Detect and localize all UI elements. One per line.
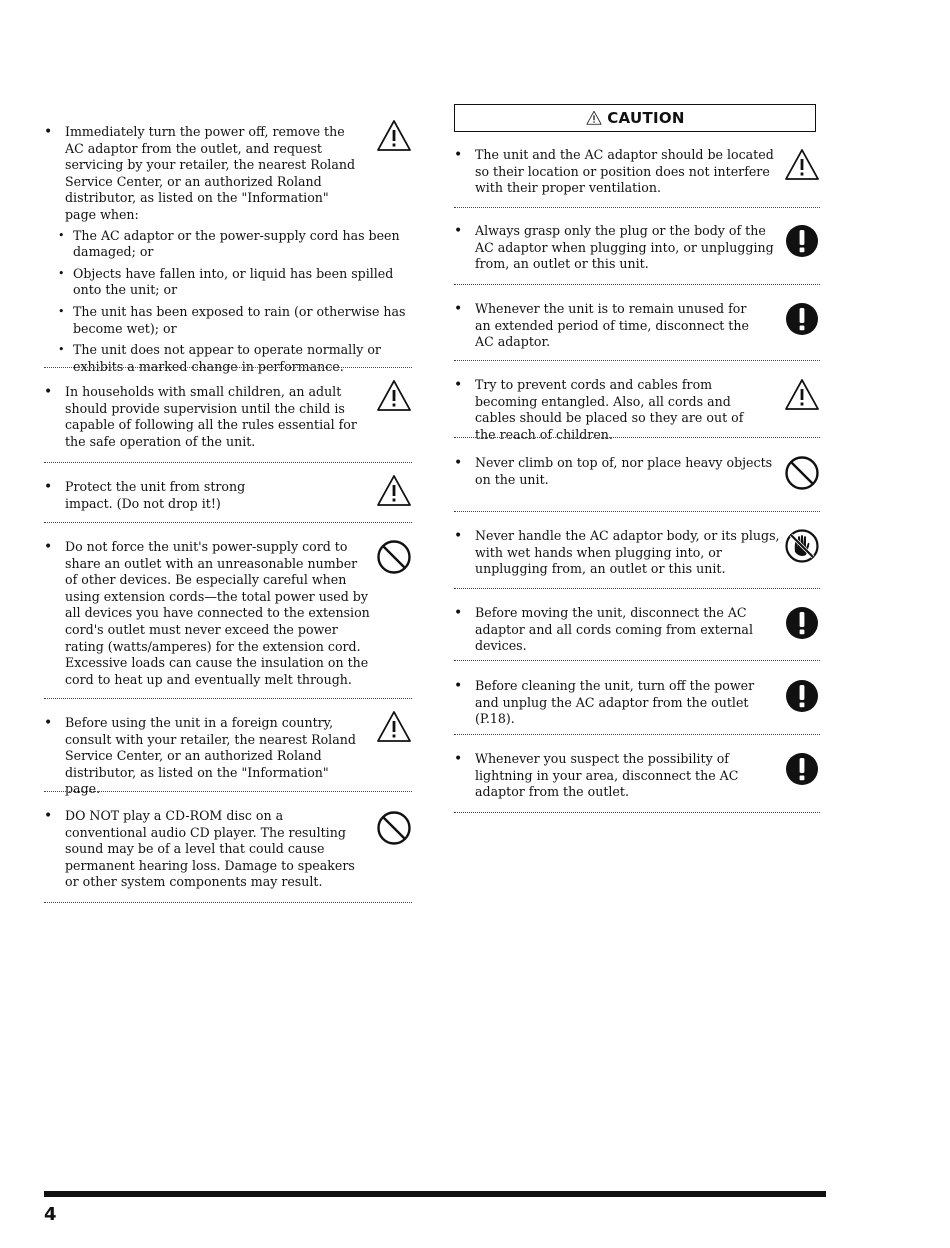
item-text: Whenever you suspect the possibility of lightning in your area, disconnect the AC adaptor from the outlet.: [475, 751, 739, 800]
sub-bullet: •: [58, 228, 65, 242]
item-text: Before using the unit in a foreign country, consult with your retailer, the nearest Roland Service Center, or an authorized Roland distributor, as listed on the "Information" page.: [65, 715, 356, 797]
bullet: •: [44, 808, 53, 824]
item-text: The unit and the AC adaptor should be located so their location or position does not interfere with their proper ventilation.: [475, 147, 774, 196]
safety-item: [454, 605, 820, 655]
warning-icon: [585, 110, 603, 126]
safety-item: [454, 223, 820, 273]
item-text: In households with small children, an adult should provide supervision until the child is capable of following all the rules essential for the safe operation of the unit.: [65, 384, 357, 449]
safety-item: [44, 539, 412, 688]
bullet: •: [454, 528, 463, 544]
prohibited-icon: [376, 810, 412, 846]
warning-icon: [376, 473, 412, 509]
sub-list-item: [58, 342, 412, 375]
dotted-divider: [454, 511, 820, 512]
mandatory-icon: [784, 605, 820, 641]
dotted-divider: [454, 284, 820, 285]
bullet: •: [454, 678, 463, 694]
sub-item-text: Objects have fallen into, or liquid has been spilled onto the unit; or: [73, 265, 394, 298]
sub-bullet: •: [58, 343, 65, 357]
item-text: Before cleaning the unit, turn off the power and unplug the AC adaptor from the outlet (P.18).: [475, 678, 755, 727]
bullet: •: [44, 715, 53, 731]
caution-label: CAUTION: [607, 109, 685, 127]
bullet: •: [44, 384, 53, 400]
safety-item: [454, 528, 820, 578]
safety-item: [44, 384, 412, 450]
sub-bullet: •: [58, 266, 65, 280]
bullet: •: [454, 751, 463, 767]
dotted-divider: [44, 522, 412, 523]
safety-item: [454, 301, 820, 351]
bullet: •: [454, 455, 463, 471]
sub-item-text: The unit does not appear to operate normally or exhibits a marked change in performance.: [73, 342, 381, 374]
bullet: •: [454, 377, 463, 393]
bullet: •: [44, 124, 53, 140]
sub-item-text: The AC adaptor or the power-supply cord has been damaged; or: [73, 227, 400, 260]
sub-item-text: The unit has been exposed to rain (or otherwise has become wet); or: [73, 303, 406, 336]
sub-list-item: [58, 228, 412, 261]
item-text: DO NOT play a CD-ROM disc on a conventional audio CD player. The resulting sound may be of a level that could cause permanent hearing loss. Damage to speakers or other system components may result.: [65, 808, 355, 890]
mandatory-icon: [784, 751, 820, 787]
dotted-divider: [454, 437, 820, 438]
bullet: •: [454, 147, 463, 163]
sub-bullet: •: [58, 304, 65, 318]
no-wet-hands-icon: [784, 528, 820, 564]
prohibited-icon: [784, 455, 820, 491]
dotted-divider: [44, 462, 412, 463]
dotted-divider: [44, 698, 412, 699]
warning-icon: [784, 147, 820, 183]
safety-item: [454, 147, 820, 197]
sub-list-item: [58, 304, 412, 337]
safety-item: [454, 377, 820, 443]
safety-item: [44, 715, 412, 798]
sub-list-item: [58, 266, 412, 299]
warning-icon: [376, 378, 412, 414]
safety-item: [454, 678, 820, 728]
dotted-divider: [44, 367, 412, 368]
bullet: •: [454, 223, 463, 239]
mandatory-icon: [784, 301, 820, 337]
sub-list: [58, 228, 412, 376]
item-text: Always grasp only the plug or the body of the AC adaptor when plugging into, or unplugging from, an outlet or this unit.: [475, 223, 774, 272]
item-text: Immediately turn the power off, remove the AC adaptor from the outlet, and request servicing by your retailer, the nearest Roland Service Center, or an authorized Roland distributor, as listed on the "Information" page when:: [65, 124, 356, 222]
caution-header: [454, 104, 816, 132]
dotted-divider: [44, 902, 412, 903]
item-text: Whenever the unit is to remain unused for an extended period of time, disconnect the AC adaptor.: [475, 301, 749, 350]
dotted-divider: [454, 360, 820, 361]
item-text: Never handle the AC adaptor body, or its plugs, with wet hands when plugging into, or unplugging from, an outlet or this unit.: [475, 528, 780, 577]
safety-item: [454, 751, 820, 801]
footer-rule: [44, 1191, 826, 1197]
dotted-divider: [454, 660, 820, 661]
bullet: •: [454, 301, 463, 317]
item-text: Protect the unit from strong impact. (Do not drop it!): [65, 479, 246, 511]
warning-icon: [376, 709, 412, 745]
item-text: Before moving the unit, disconnect the AC adaptor and all cords coming from external devices.: [475, 605, 753, 654]
warning-icon: [376, 118, 412, 154]
dotted-divider: [454, 812, 820, 813]
safety-item: [454, 455, 820, 488]
safety-item: [44, 808, 412, 891]
warning-icon: [784, 377, 820, 413]
item-text: Do not force the unit's power-supply cord to share an outlet with an unreasonable number of other devices. Be especially careful when using extension cords—the total power used by all devices you have connected to the extension cord's outlet must never exceed the power rating (watts/amperes) for the extension cord. Excessive loads can cause the insulation on the cord to heat up and eventually melt through.: [65, 539, 370, 687]
prohibited-icon: [376, 539, 412, 575]
safety-item: [44, 479, 412, 512]
safety-item: [44, 124, 412, 380]
dotted-divider: [454, 734, 820, 735]
mandatory-icon: [784, 678, 820, 714]
bullet: •: [44, 539, 53, 555]
item-text: Try to prevent cords and cables from becoming entangled. Also, all cords and cables should be placed so they are out of the reach of children.: [475, 377, 744, 442]
bullet: •: [454, 605, 463, 621]
dotted-divider: [44, 791, 412, 792]
item-text: Never climb on top of, nor place heavy objects on the unit.: [475, 455, 773, 487]
page-number: 4: [44, 1204, 57, 1225]
mandatory-icon: [784, 223, 820, 259]
dotted-divider: [454, 207, 820, 208]
bullet: •: [44, 479, 53, 495]
dotted-divider: [454, 588, 820, 589]
